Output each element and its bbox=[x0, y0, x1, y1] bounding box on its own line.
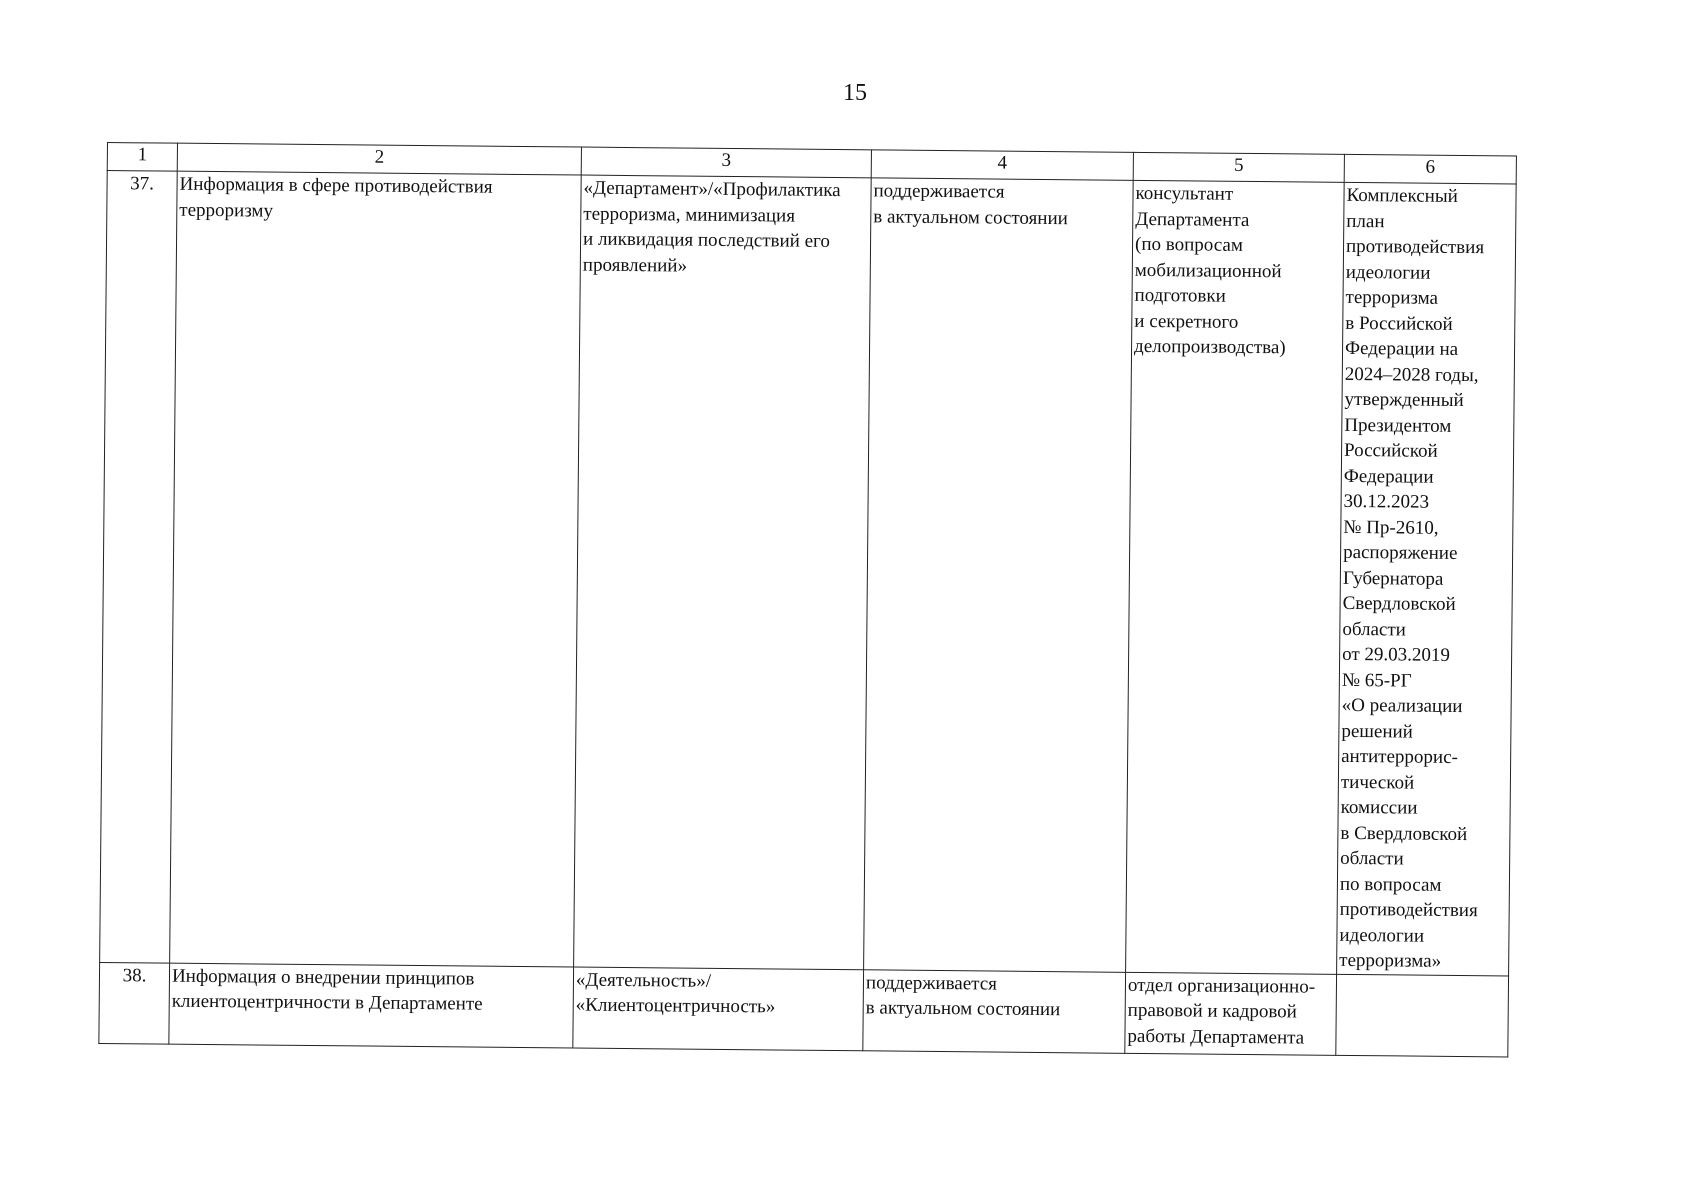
column-header-4: 4 bbox=[871, 150, 1133, 181]
column-header-3: 3 bbox=[581, 147, 871, 178]
row-responsible: отдел организационно- правовой и кадровой работы Департамента bbox=[1125, 972, 1337, 1055]
row-number: 37. bbox=[100, 171, 178, 963]
row-site-section: «Департамент»/«Профилактика терроризма, минимизация и ликвидация последствий его проявлений» bbox=[574, 175, 872, 969]
row-site-section: «Деятельность»/ «Клиентоцентричность» bbox=[573, 967, 864, 1051]
row-status: поддерживается в актуальном состоянии bbox=[863, 969, 1126, 1053]
column-header-2: 2 bbox=[177, 143, 581, 175]
row-info-name: Информация о внедрении принципов клиентоцентричности в Департаменте bbox=[169, 963, 574, 1048]
table-row bbox=[100, 171, 1517, 976]
row-number: 38. bbox=[99, 962, 170, 1044]
row-legal-basis bbox=[1336, 974, 1509, 1057]
document-table bbox=[98, 142, 1517, 1057]
row-legal-basis: Комплексный план противодействия идеологии терроризма в Российской Федерации на 2024–2028 годы, утвержденный Президентом Российской Федерации 30.12.2023 № Пр-2610, распоряжение Губернатора Свердловской области от 29.03.2019 № 65-РГ «О реализации решений антитеррорис- тической комиссии в Свердловской области по вопросам противодействия идеологии терроризма» bbox=[1337, 182, 1517, 975]
row-info-name: Информация в сфере противодействия терроризму bbox=[170, 171, 582, 966]
column-header-5: 5 bbox=[1133, 152, 1344, 182]
row-status: поддерживается в актуальном состоянии bbox=[864, 178, 1134, 972]
page-number: 15 bbox=[843, 80, 867, 106]
table-row bbox=[99, 962, 1509, 1057]
column-header-1: 1 bbox=[107, 143, 177, 172]
row-responsible: консультант Департамента (по вопросам мобилизационной подготовки и секретного делопроизводства) bbox=[1126, 180, 1345, 973]
column-header-6: 6 bbox=[1344, 154, 1516, 184]
